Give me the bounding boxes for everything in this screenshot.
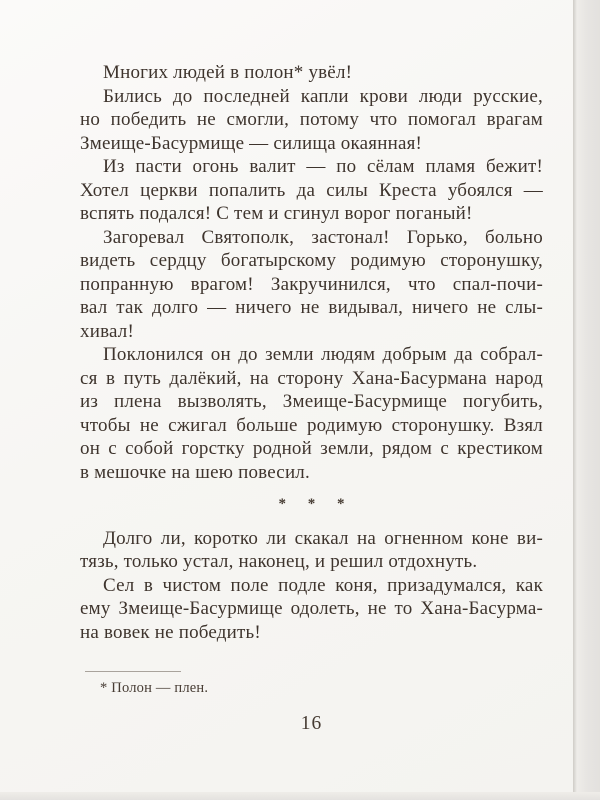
text-line: Многих людей в полон* увёл! — [103, 62, 353, 83]
text-line: вспять подался! С тем и сгинул ворог поганый! — [80, 203, 473, 224]
paragraph — [80, 226, 543, 344]
page-number: 16 — [300, 713, 323, 734]
text-line: Поклонился он до земли людям добрым да собрал- — [103, 344, 543, 365]
photo-edge-bottom — [0, 792, 600, 800]
text-line: из плена вызволять, Змеище-Басурмище погубить, — [80, 391, 543, 412]
text-line: хивал! — [80, 320, 134, 342]
paragraph — [80, 574, 543, 645]
story-text — [80, 61, 543, 697]
paragraph — [80, 155, 543, 226]
text-line: видеть сердцу богатырскому родимую сторонушку, — [80, 250, 543, 271]
text-line: Бились до последней капли крови люди русские, — [103, 85, 543, 107]
text-line: в мешочке на шею повесил. — [80, 461, 310, 483]
paragraph — [80, 527, 543, 574]
footnote-text: * Полон — плен. — [100, 680, 209, 696]
text-line: но победить не смогли, потому что помогал врагам — [80, 109, 543, 130]
text-line: ся в путь далёкий, на сторону Хана-Басурмана народ — [80, 367, 543, 389]
text-line: Змеище-Басурмище — силища окаянная! — [80, 132, 423, 154]
paragraph — [80, 85, 543, 156]
text-line: попранную врагом! Закручинился, что спал-почи- — [80, 273, 543, 295]
paragraph — [80, 61, 543, 85]
text-line: вал так долго — ничего не видывал, ничего не слы- — [80, 297, 543, 318]
paragraph — [80, 343, 543, 484]
section-separator: * * * — [278, 496, 354, 512]
text-line: Долго ли, коротко ли скакал на огненном коне ви- — [103, 527, 543, 549]
page-edge — [573, 0, 600, 800]
footnote-rule — [85, 671, 181, 672]
text-line: Хотел церкви попалить да силы Креста убоялся — — [80, 179, 543, 201]
text-line: Сел в чистом поле подле коня, призадумался, как — [103, 574, 543, 596]
text-line: ему Змеище-Басурмище одолеть, не то Хана-Басурма- — [80, 598, 543, 619]
text-line: чтобы не сжигал больше родимую сторонушку. Взял — [80, 414, 543, 436]
text-line: на вовек не победить! — [80, 621, 261, 643]
text-line: он с собой горстку родной земли, рядом с крестиком — [80, 438, 543, 459]
text-line: тязь, только устал, наконец, и решил отдохнуть. — [80, 551, 478, 572]
text-line: Из пасти огонь валит — по сёлам пламя бежит! — [103, 156, 543, 177]
text-line: Загоревал Святополк, застонал! Горько, больно — [103, 226, 543, 248]
footnote — [80, 671, 543, 697]
